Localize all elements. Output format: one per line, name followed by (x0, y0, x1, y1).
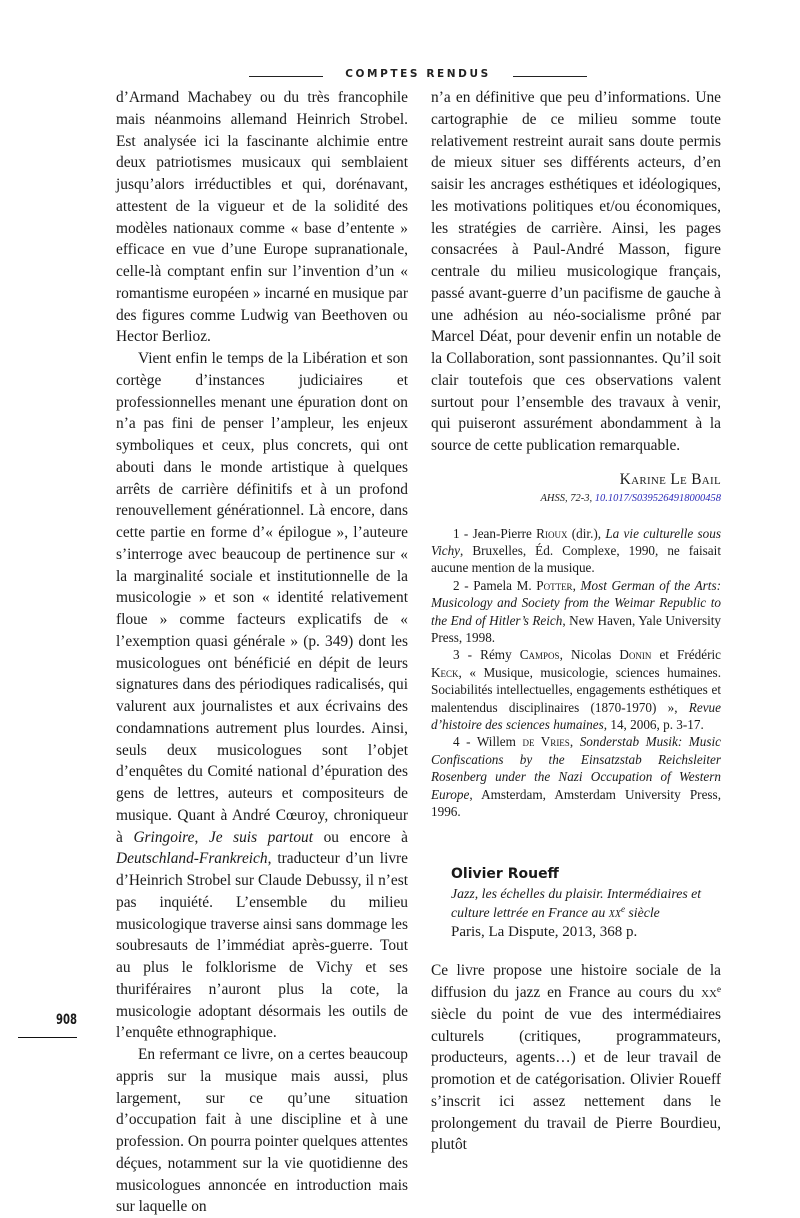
text: , (572, 577, 581, 593)
review-header (431, 864, 721, 942)
footnote-2 (431, 577, 721, 647)
book-title: Sonderstab Musik: Music Confiscations by the Einsatzstab Reichsleiter Rosenberg under the Nazi Occupation of Western Europe (431, 734, 721, 802)
periodical-title: Deutschland-Frankreich (116, 850, 268, 868)
citation-reference (431, 491, 721, 507)
author-surname: Keck (431, 664, 459, 680)
author: Willem (476, 734, 523, 750)
title-text: Jazz, les échelles du plaisir. Intermédiaires et culture lettrée en France au (451, 886, 702, 921)
superscript: e (620, 904, 625, 915)
footnote-1 (431, 525, 721, 577)
book-title: La vie culturelle sous Vichy (431, 525, 721, 558)
footnote-number: 3 - (453, 647, 481, 663)
author: Pamela M. (473, 577, 537, 593)
text: , Amsterdam, Amsterdam University Press, 1996. (431, 786, 721, 819)
century: xx (701, 984, 717, 1002)
footnote-4 (431, 733, 721, 820)
review-signature (431, 469, 721, 491)
page-number-rule (18, 1037, 77, 1038)
text: , Bruxelles, Éd. Complexe, 1990, ne faisait aucune mention de la musique. (431, 542, 721, 576)
review-book-title (451, 884, 721, 922)
text: (dir.), (567, 525, 606, 541)
footnote-number: 2 - (453, 577, 474, 593)
text: siècle du point de vue des intermédiaires culturels (critiques, programmateurs, producteurs, agents…) et de leur travail de promotion et de catégorisation. Olivier Roueff s’inscrit ici assez nettement dans le prolongement du travail de Pierre Bourdieu, plutôt (431, 1005, 721, 1154)
paragraph-text: , traducteur d’un livre d’Heinrich Strobel sur Claude Debussy, il n’est pas inquiété. L’ensemble du milieu musicologique traverse ainsi sans dommage les soubresauts de l’immédiat après-guerre. Tout au plus le folklorisme de Vichy et ses thuriféraires n’auront plus la cote, la musicologie adoptant désormais les outils de l’enquête ethnographique. (116, 850, 408, 1042)
header-rule-right (513, 76, 587, 77)
text: ou encore à (312, 828, 408, 846)
journal-reference: AHSS, 72-3, (540, 492, 595, 504)
author: , Nicolas (559, 647, 620, 663)
footnote-3 (431, 646, 721, 733)
century: xx (608, 905, 621, 921)
author: et Frédéric (651, 647, 721, 663)
section-title: COMPTES RENDUS (345, 68, 491, 80)
footnote-number: 4 - (453, 734, 477, 750)
text: , (569, 734, 580, 750)
left-column (116, 87, 408, 1218)
footnotes (431, 525, 721, 821)
header-rule-left (249, 76, 323, 77)
text: Ce livre propose une histoire sociale de la diffusion du jazz en France au cours du (431, 962, 721, 1002)
author-surname: Potter (536, 577, 573, 593)
text: , (194, 828, 209, 846)
author: Rémy (480, 647, 520, 663)
periodical-title: Je suis partout (208, 828, 313, 846)
superscript: e (717, 984, 721, 995)
journal-title: Revue d’histoire des sciences humaines (431, 699, 721, 732)
paragraph: En refermant ce livre, on a certes beaucoup appris sur la musique mais aussi, plus largement, sur ce qu’une situation d’occupation fait à une discipline et à une profession. On pourra pointer quelques attentes déçues, notamment sur la vie quotidienne des musicologues annoncée en introduction mais sur laquelle on (116, 1046, 408, 1216)
periodical-title: Gringoire (133, 828, 195, 846)
author-surname: de Vries (522, 734, 570, 750)
review-book-author: Olivier Roueff (451, 866, 559, 883)
paragraph: n’a en définitive que peu d’informations. Une cartographie de ce milieu somme toute relativement restreint aurait sans doute permis de mieux situer ses différents acteurs, d’en saisir les ancrages esthétiques et idéologiques, les motivations politiques et/ou économiques, les stratégies de carrière. Ainsi, les pages consacrées à Paul-André Masson, figure centrale du milieu musicologique français, passé avant-guerre d’un pacifisme de gauche à une adhésion au néo-socialisme prôné par Marcel Déat, pour devenir enfin un notable de la Collaboration, sont passionnantes. Qu’il soit clair toutefois que ces observations valent surtout pour l’ensemble des travaux à venir, qui puiseront assurément abondamment à la source de cette publication remarquable. (431, 89, 721, 454)
title-text: siècle (624, 905, 660, 921)
author-surname: Rioux (536, 525, 568, 541)
page-number: 908 (55, 1012, 77, 1028)
paragraph: d’Armand Machabey ou du très francophile mais néanmoins allemand Heinrich Strobel. Est analysée ici la fascinante alchimie entre deux patriotismes musicaux qui semblaient jusqu’alors irréductibles et qui, dorénavant, attestent de la vigueur et de la solidité des modèles nationaux comme « base d’entente » efficace en vue d’une Europe supranationale, celle-là comptant enfin sur l’invention d’un « romantisme européen » incarné en musique par des figures comme Ludwig van Beethoven ou Hector Berlioz. (116, 89, 408, 346)
reviewer-name: Karine Le Bail (619, 470, 721, 488)
author-surname: Campos (519, 647, 560, 663)
review-body-paragraph (431, 960, 721, 1156)
running-head (0, 68, 800, 86)
author-surname: Donin (619, 647, 652, 663)
paragraph-text: Vient enfin le temps de la Libération et son cortège d’instances judiciaires et professionnelles menant une épuration dont on n’a pas fini de penser l’ampleur, les enjeux symboliques et ceux, plus concrets, qui ont abouti dans le monde artistique à quelques arrêts de carrière définitifs et à un profond renouvellement générationnel. Là encore, dans cette partie en forme d’« épilogue », l’auteure s’interroge avec beaucoup de pertinence sur « la marginalité sociale et institutionnelle de la musicologie » et son « identité relativement floue » comme facteurs explicatifs de « l’exemption quasi générale » (p. 349) dont les musicologues ont bénéficié en dépit de leurs signatures dans des périodiques radicalisés, qui valurent aux journalistes et aux écrivains des condamnations autrement plus lourdes. Ainsi, seuls deux musicologues sont l’objet d’enquêtes du Comité national d’épuration des gens de lettres, auteurs et compositeurs de musique. Quant à André Cœuroy, chroniqueur à (116, 350, 408, 846)
text: , New Haven, Yale University Press, 1998. (431, 612, 721, 645)
book-title: Most German of the Arts: Musicology and Society from the Weimar Republic to the End of Hitler’s Reich (431, 577, 721, 628)
right-column (431, 87, 721, 1156)
text: , 14, 2006, p. 3-17. (603, 716, 704, 732)
paragraph (116, 348, 408, 1044)
doi-link[interactable]: 10.1017/S0395264918000458 (594, 492, 721, 504)
author: Jean-Pierre (472, 525, 537, 541)
footnote-number: 1 - (453, 525, 473, 541)
text: , « Musique, musicologie, sciences humaines. Sociabilités intellectuelles, engagements esthétiques et malentendus disciplinaires (1870-1970) », (431, 664, 721, 715)
review-publication-info: Paris, La Dispute, 2013, 368 p. (451, 924, 638, 941)
